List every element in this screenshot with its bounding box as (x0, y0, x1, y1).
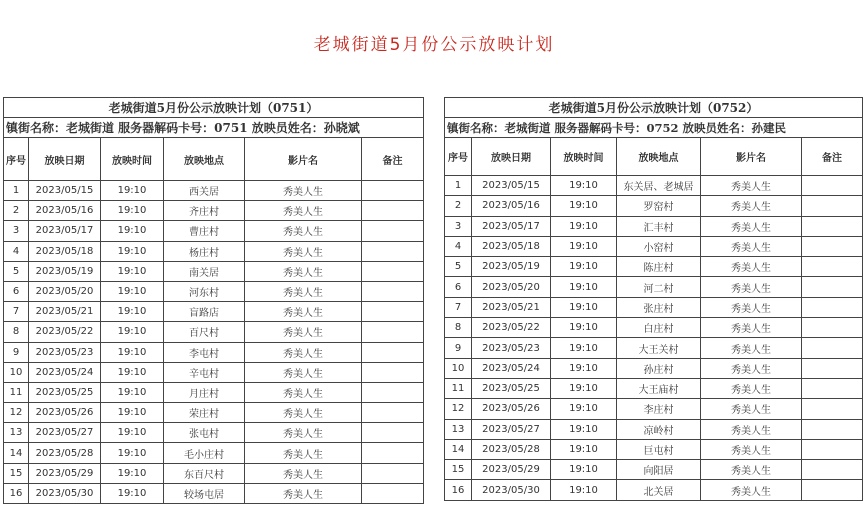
cell-location: 东关居、老城居 (617, 176, 701, 196)
cell-row-number: 5 (445, 257, 472, 277)
cell-location: 张庄村 (617, 297, 701, 317)
cell-row-number: 14 (445, 439, 472, 459)
table-row (4, 342, 424, 362)
cell-location: 荣庄村 (164, 403, 245, 423)
cell-remark (802, 378, 863, 398)
cell-film: 秀美人生 (701, 297, 802, 317)
cell-remark (802, 419, 863, 439)
cell-time: 19:10 (101, 241, 164, 261)
cell-date: 2023/05/29 (472, 460, 551, 480)
cell-time: 19:10 (101, 423, 164, 443)
cell-film: 秀美人生 (245, 221, 362, 241)
cell-remark (362, 261, 424, 281)
table-row (445, 196, 863, 216)
cell-film: 秀美人生 (701, 216, 802, 236)
cell-time: 19:10 (551, 480, 617, 500)
table-row (445, 216, 863, 236)
cell-date: 2023/05/27 (472, 419, 551, 439)
cell-date: 2023/05/20 (29, 281, 101, 301)
cell-time: 19:10 (101, 221, 164, 241)
cell-remark (802, 196, 863, 216)
cell-time: 19:10 (101, 463, 164, 483)
cell-location: 辛屯村 (164, 362, 245, 382)
cell-location: 小窑村 (617, 236, 701, 256)
cell-time: 19:10 (551, 318, 617, 338)
table-row (4, 463, 424, 483)
table-row (445, 399, 863, 419)
cell-time: 19:10 (551, 176, 617, 196)
cell-row-number: 13 (445, 419, 472, 439)
cell-location: 曹庄村 (164, 221, 245, 241)
cell-remark (362, 302, 424, 322)
cell-row-number: 7 (445, 297, 472, 317)
cell-date: 2023/05/30 (29, 483, 101, 503)
cell-location: 李庄村 (617, 399, 701, 419)
cell-film: 秀美人生 (245, 362, 362, 382)
cell-time: 19:10 (551, 460, 617, 480)
table-row (4, 241, 424, 261)
table-row (445, 460, 863, 480)
cell-film: 秀美人生 (701, 399, 802, 419)
cell-remark (362, 342, 424, 362)
cell-time: 19:10 (101, 443, 164, 463)
cell-row-number: 11 (4, 382, 29, 402)
cell-film: 秀美人生 (701, 196, 802, 216)
cell-remark (802, 358, 863, 378)
cell-location: 白庄村 (617, 318, 701, 338)
cell-location: 盲路店 (164, 302, 245, 322)
cell-row-number: 15 (4, 463, 29, 483)
header-row (4, 138, 424, 181)
cell-date: 2023/05/20 (472, 277, 551, 297)
table-row (4, 483, 424, 503)
cell-time: 19:10 (101, 201, 164, 221)
cell-date: 2023/05/19 (472, 257, 551, 277)
cell-film: 秀美人生 (701, 236, 802, 256)
header-remark: 备注 (802, 138, 863, 176)
table-row (445, 257, 863, 277)
header-location: 放映地点 (164, 138, 245, 181)
cell-remark (802, 318, 863, 338)
cell-time: 19:10 (551, 378, 617, 398)
header-film: 影片名 (701, 138, 802, 176)
cell-remark (362, 403, 424, 423)
cell-date: 2023/05/29 (29, 463, 101, 483)
cell-row-number: 5 (4, 261, 29, 281)
cell-date: 2023/05/17 (29, 221, 101, 241)
cell-remark (362, 443, 424, 463)
cell-remark (362, 382, 424, 402)
table-row (445, 358, 863, 378)
header-time: 放映时间 (101, 138, 164, 181)
cell-film: 秀美人生 (245, 302, 362, 322)
cell-time: 19:10 (101, 261, 164, 281)
cell-date: 2023/05/16 (29, 201, 101, 221)
cell-time: 19:10 (551, 419, 617, 439)
cell-date: 2023/05/18 (472, 236, 551, 256)
cell-row-number: 2 (4, 201, 29, 221)
cell-film: 秀美人生 (701, 460, 802, 480)
cell-date: 2023/05/24 (472, 358, 551, 378)
cell-location: 向阳居 (617, 460, 701, 480)
cell-location: 北关居 (617, 480, 701, 500)
table-row (4, 221, 424, 241)
cell-location: 东百尺村 (164, 463, 245, 483)
cell-time: 19:10 (101, 403, 164, 423)
cell-time: 19:10 (101, 281, 164, 301)
cell-location: 月庄村 (164, 382, 245, 402)
cell-time: 19:10 (551, 439, 617, 459)
cell-time: 19:10 (551, 196, 617, 216)
table-row (445, 439, 863, 459)
cell-time: 19:10 (551, 338, 617, 358)
table-row (4, 302, 424, 322)
header-date: 放映日期 (29, 138, 101, 181)
cell-row-number: 1 (445, 176, 472, 196)
cell-film: 秀美人生 (701, 257, 802, 277)
cell-location: 张屯村 (164, 423, 245, 443)
cell-row-number: 2 (445, 196, 472, 216)
cell-date: 2023/05/24 (29, 362, 101, 382)
cell-time: 19:10 (551, 277, 617, 297)
table-row (445, 236, 863, 256)
cell-row-number: 16 (4, 483, 29, 503)
cell-row-number: 11 (445, 378, 472, 398)
cell-film: 秀美人生 (701, 318, 802, 338)
table-row (445, 480, 863, 500)
header-row-number: 序号 (4, 138, 29, 181)
cell-film: 秀美人生 (701, 338, 802, 358)
table-row (4, 261, 424, 281)
cell-row-number: 9 (4, 342, 29, 362)
table-info: 镇街名称：老城街道 服务器解码卡号：0751 放映员姓名：孙晓斌 (4, 118, 424, 138)
schedule-table-0751 (3, 97, 424, 504)
cell-date: 2023/05/15 (472, 176, 551, 196)
header-time: 放映时间 (551, 138, 617, 176)
cell-date: 2023/05/25 (29, 382, 101, 402)
cell-remark (802, 399, 863, 419)
cell-remark (802, 480, 863, 500)
table-row (445, 419, 863, 439)
cell-remark (802, 338, 863, 358)
table-row (4, 281, 424, 301)
cell-date: 2023/05/28 (472, 439, 551, 459)
table-row (4, 362, 424, 382)
header-film: 影片名 (245, 138, 362, 181)
cell-remark (802, 176, 863, 196)
cell-row-number: 12 (445, 399, 472, 419)
cell-location: 大王关村 (617, 338, 701, 358)
cell-row-number: 12 (4, 403, 29, 423)
cell-film: 秀美人生 (245, 382, 362, 402)
cell-film: 秀美人生 (245, 261, 362, 281)
header-row-number: 序号 (445, 138, 472, 176)
cell-row-number: 4 (445, 236, 472, 256)
cell-film: 秀美人生 (701, 176, 802, 196)
cell-date: 2023/05/18 (29, 241, 101, 261)
cell-date: 2023/05/23 (29, 342, 101, 362)
cell-location: 西关居 (164, 181, 245, 201)
table-title: 老城街道5月份公示放映计划（0752） (445, 98, 863, 118)
cell-location: 百尺村 (164, 322, 245, 342)
cell-date: 2023/05/15 (29, 181, 101, 201)
schedule-table-0752 (444, 97, 863, 501)
cell-row-number: 3 (445, 216, 472, 236)
cell-film: 秀美人生 (245, 463, 362, 483)
cell-remark (362, 281, 424, 301)
cell-location: 较场屯居 (164, 483, 245, 503)
header-row (445, 138, 863, 176)
table-row (4, 423, 424, 443)
cell-location: 汇丰村 (617, 216, 701, 236)
cell-time: 19:10 (101, 483, 164, 503)
cell-date: 2023/05/21 (472, 297, 551, 317)
cell-time: 19:10 (101, 342, 164, 362)
cell-remark (362, 483, 424, 503)
cell-date: 2023/05/26 (29, 403, 101, 423)
cell-location: 罗窑村 (617, 196, 701, 216)
table-row (4, 322, 424, 342)
cell-remark (802, 297, 863, 317)
cell-remark (362, 181, 424, 201)
cell-date: 2023/05/30 (472, 480, 551, 500)
table-row (445, 318, 863, 338)
cell-remark (802, 216, 863, 236)
table-title: 老城街道5月份公示放映计划（0751） (4, 98, 424, 118)
cell-row-number: 14 (4, 443, 29, 463)
cell-row-number: 10 (445, 358, 472, 378)
cell-row-number: 10 (4, 362, 29, 382)
cell-film: 秀美人生 (245, 423, 362, 443)
cell-remark (802, 277, 863, 297)
cell-film: 秀美人生 (701, 378, 802, 398)
cell-time: 19:10 (101, 302, 164, 322)
cell-row-number: 4 (4, 241, 29, 261)
cell-row-number: 1 (4, 181, 29, 201)
cell-film: 秀美人生 (245, 201, 362, 221)
table-row (445, 277, 863, 297)
cell-location: 毛小庄村 (164, 443, 245, 463)
cell-row-number: 3 (4, 221, 29, 241)
table-row (4, 382, 424, 402)
table-body (445, 98, 863, 501)
cell-date: 2023/05/21 (29, 302, 101, 322)
cell-date: 2023/05/22 (29, 322, 101, 342)
cell-date: 2023/05/17 (472, 216, 551, 236)
cell-date: 2023/05/22 (472, 318, 551, 338)
cell-remark (362, 201, 424, 221)
cell-time: 19:10 (551, 358, 617, 378)
cell-time: 19:10 (101, 382, 164, 402)
table-row (4, 403, 424, 423)
cell-film: 秀美人生 (701, 480, 802, 500)
header-date: 放映日期 (472, 138, 551, 176)
cell-location: 齐庄村 (164, 201, 245, 221)
cell-film: 秀美人生 (701, 277, 802, 297)
cell-time: 19:10 (551, 236, 617, 256)
cell-date: 2023/05/25 (472, 378, 551, 398)
cell-film: 秀美人生 (245, 241, 362, 261)
cell-time: 19:10 (101, 362, 164, 382)
page-title: 老城街道5月份公示放映计划 (313, 35, 555, 55)
table-row (445, 176, 863, 196)
cell-row-number: 6 (4, 281, 29, 301)
table-row (445, 378, 863, 398)
cell-film: 秀美人生 (245, 281, 362, 301)
cell-remark (802, 257, 863, 277)
cell-time: 19:10 (101, 181, 164, 201)
table-row (4, 443, 424, 463)
cell-location: 杨庄村 (164, 241, 245, 261)
cell-location: 陈庄村 (617, 257, 701, 277)
cell-date: 2023/05/19 (29, 261, 101, 281)
cell-film: 秀美人生 (245, 322, 362, 342)
cell-time: 19:10 (551, 257, 617, 277)
header-location: 放映地点 (617, 138, 701, 176)
cell-location: 凉岭村 (617, 419, 701, 439)
cell-location: 大王庙村 (617, 378, 701, 398)
header-remark: 备注 (362, 138, 424, 181)
cell-location: 河东村 (164, 281, 245, 301)
table-row (4, 201, 424, 221)
cell-film: 秀美人生 (245, 483, 362, 503)
table-body (4, 98, 424, 504)
cell-time: 19:10 (551, 216, 617, 236)
cell-row-number: 16 (445, 480, 472, 500)
cell-date: 2023/05/16 (472, 196, 551, 216)
cell-location: 南关居 (164, 261, 245, 281)
table-row (445, 297, 863, 317)
cell-location: 孙庄村 (617, 358, 701, 378)
cell-row-number: 8 (4, 322, 29, 342)
cell-film: 秀美人生 (245, 403, 362, 423)
cell-location: 巨屯村 (617, 439, 701, 459)
cell-row-number: 15 (445, 460, 472, 480)
table-row (4, 181, 424, 201)
cell-time: 19:10 (551, 297, 617, 317)
cell-row-number: 8 (445, 318, 472, 338)
cell-remark (802, 460, 863, 480)
table-row (445, 338, 863, 358)
cell-date: 2023/05/28 (29, 443, 101, 463)
cell-location: 李屯村 (164, 342, 245, 362)
cell-remark (802, 236, 863, 256)
cell-date: 2023/05/23 (472, 338, 551, 358)
cell-remark (362, 423, 424, 443)
cell-remark (362, 362, 424, 382)
cell-remark (362, 463, 424, 483)
cell-location: 河二村 (617, 277, 701, 297)
cell-film: 秀美人生 (701, 358, 802, 378)
cell-remark (802, 439, 863, 459)
cell-remark (362, 241, 424, 261)
cell-date: 2023/05/26 (472, 399, 551, 419)
cell-film: 秀美人生 (701, 439, 802, 459)
cell-row-number: 9 (445, 338, 472, 358)
cell-film: 秀美人生 (701, 419, 802, 439)
cell-time: 19:10 (101, 322, 164, 342)
cell-film: 秀美人生 (245, 342, 362, 362)
cell-row-number: 6 (445, 277, 472, 297)
cell-date: 2023/05/27 (29, 423, 101, 443)
cell-film: 秀美人生 (245, 181, 362, 201)
cell-row-number: 13 (4, 423, 29, 443)
cell-film: 秀美人生 (245, 443, 362, 463)
cell-remark (362, 221, 424, 241)
table-info: 镇街名称：老城街道 服务器解码卡号：0752 放映员姓名：孙建民 (445, 118, 863, 138)
cell-row-number: 7 (4, 302, 29, 322)
cell-time: 19:10 (551, 399, 617, 419)
cell-remark (362, 322, 424, 342)
